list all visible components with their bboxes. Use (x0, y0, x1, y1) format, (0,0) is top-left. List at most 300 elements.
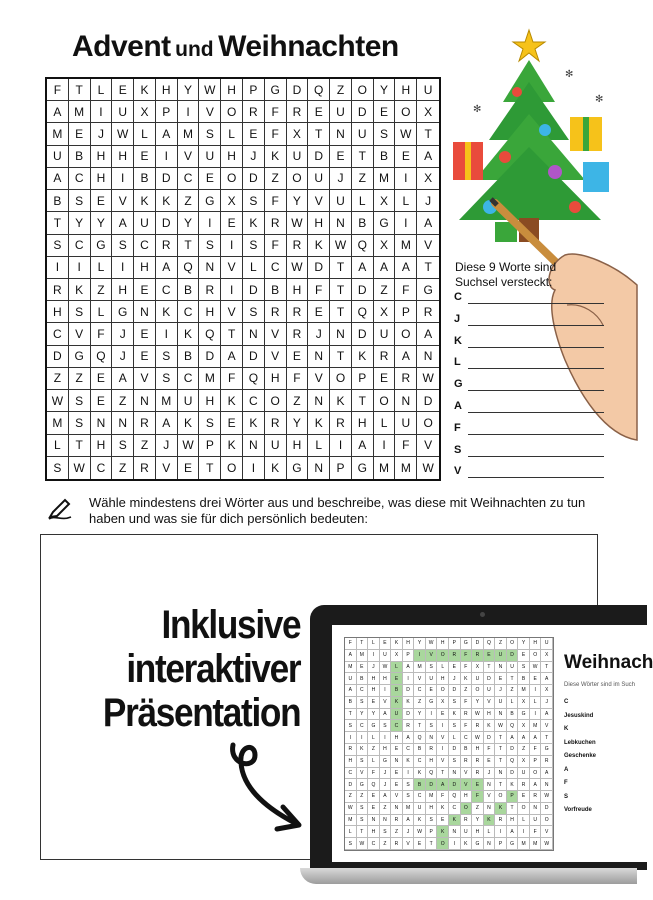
mini-grid-cell: L (437, 662, 449, 674)
mini-grid-cell: C (414, 685, 426, 697)
grid-cell: O (417, 412, 439, 434)
mini-grid-cell: N (449, 768, 461, 780)
grid-cell: J (112, 323, 134, 345)
grid-cell: O (395, 101, 417, 123)
grid-cell: T (330, 301, 352, 323)
mini-grid-cell: T (437, 768, 449, 780)
mini-grid-cell: T (414, 720, 426, 732)
grid-cell: F (395, 279, 417, 301)
grid-cell: C (265, 257, 287, 279)
grid-cell: S (112, 235, 134, 257)
mini-grid-cell: A (380, 791, 392, 803)
mini-grid-cell: B (391, 685, 403, 697)
mini-grid-cell: S (380, 720, 392, 732)
mini-grid-cell: M (345, 662, 357, 674)
answer-line[interactable] (454, 356, 604, 378)
answer-letter: F (454, 421, 461, 434)
mini-grid-cell: Y (368, 709, 380, 721)
mini-grid-cell: K (484, 815, 496, 827)
grid-cell: Z (374, 279, 396, 301)
mini-grid-cell: O (495, 791, 507, 803)
grid-cell: S (199, 235, 221, 257)
mini-grid-cell: Q (449, 791, 461, 803)
grid-cell: R (287, 235, 309, 257)
grid-cell: A (47, 101, 69, 123)
mini-grid-cell: E (530, 673, 542, 685)
grid-cell: E (178, 457, 200, 479)
grid-cell: C (47, 323, 69, 345)
grid-cell: S (156, 346, 178, 368)
mini-grid-cell: G (426, 697, 438, 709)
grid-cell: W (287, 257, 309, 279)
mini-grid-cell: U (518, 768, 530, 780)
mini-grid-cell: A (403, 815, 415, 827)
mini-grid-cell: V (437, 756, 449, 768)
grid-cell: D (287, 79, 309, 101)
mini-grid-cell: G (507, 838, 519, 850)
answer-letter: J (454, 312, 461, 325)
mini-grid-cell: I (380, 732, 392, 744)
grid-cell: F (265, 123, 287, 145)
grid-cell: H (199, 301, 221, 323)
answer-letter: L (454, 356, 461, 369)
promo-line-2: interaktiver (126, 647, 301, 691)
grid-cell: U (308, 168, 330, 190)
mini-grid-cell: D (507, 650, 519, 662)
answer-letter: K (454, 334, 462, 347)
grid-cell: O (330, 368, 352, 390)
grid-cell: U (134, 212, 156, 234)
mini-grid-cell: N (368, 815, 380, 827)
mini-grid-cell: F (437, 791, 449, 803)
grid-cell: T (221, 323, 243, 345)
grid-cell: A (112, 368, 134, 390)
grid-cell: K (221, 435, 243, 457)
presentation-word: S (564, 793, 569, 800)
mini-grid-cell: G (357, 779, 369, 791)
grid-cell: I (156, 146, 178, 168)
grid-cell: K (178, 412, 200, 434)
grid-cell: V (178, 146, 200, 168)
mini-grid-cell: J (380, 768, 392, 780)
answer-underline (468, 368, 604, 369)
mini-grid-cell: F (472, 791, 484, 803)
mini-grid-cell: H (426, 756, 438, 768)
mini-grid-cell: W (357, 838, 369, 850)
grid-cell: R (374, 346, 396, 368)
mini-grid-cell: U (426, 673, 438, 685)
mini-grid-cell: X (541, 650, 553, 662)
mini-grid-cell: W (426, 638, 438, 650)
mini-grid-cell: K (391, 638, 403, 650)
grid-cell: K (69, 279, 91, 301)
mini-grid-cell: E (449, 662, 461, 674)
mini-grid-cell: B (345, 697, 357, 709)
mini-grid-cell: Q (414, 732, 426, 744)
grid-cell: C (178, 168, 200, 190)
grid-cell: L (352, 190, 374, 212)
mini-grid-cell: S (426, 815, 438, 827)
mini-grid-cell: I (403, 768, 415, 780)
mini-grid-cell: H (368, 685, 380, 697)
answer-line[interactable] (454, 422, 604, 444)
grid-cell: E (221, 212, 243, 234)
grid-cell: K (134, 190, 156, 212)
laptop-screen (332, 625, 653, 862)
grid-cell: W (178, 435, 200, 457)
webcam-icon (480, 612, 485, 617)
mini-grid-cell: K (391, 697, 403, 709)
mini-grid-cell: D (541, 803, 553, 815)
answer-line[interactable] (454, 313, 604, 335)
answer-line[interactable] (454, 444, 604, 466)
mini-grid-cell: M (426, 791, 438, 803)
mini-grid-cell: M (357, 650, 369, 662)
grid-cell: J (156, 435, 178, 457)
laptop-base (300, 868, 637, 884)
mini-grid-cell: O (472, 685, 484, 697)
answer-underline (468, 325, 604, 326)
grid-cell: R (395, 368, 417, 390)
mini-grid-cell: I (403, 673, 415, 685)
grid-cell: A (156, 412, 178, 434)
mini-grid-cell: D (403, 709, 415, 721)
mini-grid-cell: E (380, 638, 392, 650)
mini-grid-cell: I (437, 744, 449, 756)
grid-cell: Z (178, 190, 200, 212)
grid-cell: I (91, 101, 113, 123)
mini-grid-cell: B (461, 744, 473, 756)
mini-grid-cell: Y (357, 709, 369, 721)
grid-cell: S (69, 190, 91, 212)
mini-grid-cell: L (368, 638, 380, 650)
mini-grid-cell: L (368, 732, 380, 744)
grid-cell: B (178, 279, 200, 301)
grid-cell: H (112, 279, 134, 301)
mini-grid-cell: R (426, 744, 438, 756)
mini-grid-cell: J (449, 673, 461, 685)
mini-grid-cell: J (484, 768, 496, 780)
grid-cell: R (265, 412, 287, 434)
grid-cell: H (221, 79, 243, 101)
grid-cell: W (112, 123, 134, 145)
grid-cell: C (69, 168, 91, 190)
mini-grid-cell: O (437, 650, 449, 662)
grid-cell: E (374, 101, 396, 123)
mini-grid-cell: D (426, 779, 438, 791)
grid-cell: I (112, 168, 134, 190)
grid-cell: B (69, 146, 91, 168)
answer-line[interactable] (454, 291, 604, 313)
mini-grid-cell: N (495, 709, 507, 721)
presentation-word: C (564, 699, 569, 705)
mini-grid-cell: O (461, 803, 473, 815)
mini-grid-cell: K (357, 744, 369, 756)
mini-grid-cell: V (380, 697, 392, 709)
grid-cell: I (178, 101, 200, 123)
mini-grid-cell: M (518, 685, 530, 697)
mini-grid-cell: B (357, 673, 369, 685)
grid-cell: A (417, 323, 439, 345)
mini-grid-cell: S (380, 826, 392, 838)
grid-cell: M (156, 390, 178, 412)
writing-instruction: Wähle mindestens drei Wörter aus und beschreibe, was diese mit Weihnachten zu tun haben und was sie für dich persönlich bedeuten: (89, 495, 586, 526)
mini-grid-cell: U (345, 673, 357, 685)
mini-grid-cell: S (449, 697, 461, 709)
mini-grid-cell: E (484, 756, 496, 768)
grid-cell: U (330, 190, 352, 212)
grid-cell: D (156, 212, 178, 234)
grid-cell: S (47, 235, 69, 257)
grid-cell: T (417, 123, 439, 145)
grid-cell: R (265, 212, 287, 234)
mini-grid-cell: V (541, 826, 553, 838)
mini-grid-cell: W (495, 720, 507, 732)
grid-cell: L (91, 257, 113, 279)
grid-cell: C (91, 457, 113, 479)
grid-cell: N (330, 123, 352, 145)
grid-cell: I (395, 168, 417, 190)
presentation-word: Vorfreude (564, 807, 592, 813)
mini-grid-cell: O (507, 638, 519, 650)
grid-cell: I (199, 212, 221, 234)
grid-cell: A (352, 257, 374, 279)
grid-cell: T (330, 346, 352, 368)
mini-grid-cell: I (357, 732, 369, 744)
mini-grid-cell: P (403, 650, 415, 662)
grid-cell: L (91, 79, 113, 101)
mini-grid-cell: G (380, 756, 392, 768)
grid-cell: D (352, 323, 374, 345)
grid-cell: C (178, 368, 200, 390)
grid-cell: U (265, 435, 287, 457)
mini-grid-cell: N (391, 756, 403, 768)
mini-grid-cell: S (357, 756, 369, 768)
grid-cell: T (178, 235, 200, 257)
mini-grid-cell: A (530, 779, 542, 791)
mini-grid-cell: U (391, 709, 403, 721)
mini-grid-cell: N (541, 779, 553, 791)
presentation-title: Weihnach (564, 652, 653, 673)
grid-cell: B (47, 190, 69, 212)
mini-grid-cell: U (472, 673, 484, 685)
mini-grid-cell: V (461, 768, 473, 780)
grid-cell: R (265, 301, 287, 323)
mini-grid-cell: U (414, 803, 426, 815)
answer-underline (468, 303, 604, 304)
grid-cell: L (134, 123, 156, 145)
grid-cell: U (330, 101, 352, 123)
mini-grid-cell: K (437, 803, 449, 815)
mini-grid-cell: E (495, 673, 507, 685)
mini-grid-cell: N (484, 803, 496, 815)
mini-grid-cell: N (495, 662, 507, 674)
grid-cell: M (199, 368, 221, 390)
mini-grid-cell: D (507, 768, 519, 780)
grid-cell: G (287, 457, 309, 479)
mini-grid-cell: T (426, 838, 438, 850)
mini-grid-cell: F (461, 720, 473, 732)
grid-cell: P (156, 101, 178, 123)
grid-cell: N (199, 257, 221, 279)
grid-cell: Q (199, 323, 221, 345)
answer-line[interactable] (454, 378, 604, 400)
grid-cell: I (156, 323, 178, 345)
mini-grid-cell: R (391, 838, 403, 850)
grid-cell: L (243, 257, 265, 279)
grid-cell: X (417, 101, 439, 123)
grid-cell: A (417, 212, 439, 234)
grid-cell: R (134, 412, 156, 434)
mini-grid-cell: I (380, 685, 392, 697)
grid-cell: M (374, 168, 396, 190)
mini-grid-cell: L (484, 826, 496, 838)
mini-grid-cell: T (495, 732, 507, 744)
grid-cell: I (395, 212, 417, 234)
grid-cell: I (330, 435, 352, 457)
mini-grid-cell: Z (461, 685, 473, 697)
mini-grid-cell: U (541, 638, 553, 650)
presentation-word: Lebkuchen (564, 739, 596, 746)
grid-cell: Z (47, 368, 69, 390)
grid-cell: F (265, 101, 287, 123)
mini-grid-cell: J (380, 779, 392, 791)
grid-cell: H (221, 146, 243, 168)
mini-grid-cell: E (437, 709, 449, 721)
mini-grid-cell: A (507, 826, 519, 838)
grid-cell: U (287, 146, 309, 168)
grid-cell: T (47, 212, 69, 234)
grid-cell: A (156, 257, 178, 279)
grid-cell: J (91, 123, 113, 145)
grid-cell: V (156, 457, 178, 479)
mini-grid-cell: T (495, 744, 507, 756)
mini-grid-cell: Y (472, 815, 484, 827)
grid-cell: S (47, 457, 69, 479)
grid-cell: G (417, 279, 439, 301)
grid-cell: H (47, 301, 69, 323)
mini-grid-cell: R (391, 815, 403, 827)
grid-cell: C (243, 390, 265, 412)
grid-cell: U (178, 390, 200, 412)
grid-cell: D (243, 168, 265, 190)
answer-underline (468, 477, 604, 478)
grid-cell: F (308, 279, 330, 301)
grid-cell: Q (91, 346, 113, 368)
promo-text (103, 603, 300, 735)
mini-grid-cell: V (437, 732, 449, 744)
mini-grid-cell: E (368, 803, 380, 815)
grid-cell: L (308, 435, 330, 457)
mini-grid-cell: T (484, 662, 496, 674)
grid-cell: N (417, 346, 439, 368)
mini-grid-cell: E (472, 779, 484, 791)
grid-cell: D (243, 279, 265, 301)
mini-grid-cell: V (484, 697, 496, 709)
mini-grid-cell: V (426, 650, 438, 662)
mini-grid-cell: H (461, 791, 473, 803)
mini-grid-cell: H (368, 673, 380, 685)
grid-cell: K (308, 235, 330, 257)
answer-line[interactable] (454, 400, 604, 422)
grid-cell: X (287, 123, 309, 145)
mini-grid-cell: Z (518, 744, 530, 756)
grid-cell: K (156, 190, 178, 212)
mini-grid-cell: C (403, 744, 415, 756)
grid-cell: F (287, 368, 309, 390)
grid-cell: H (91, 146, 113, 168)
mini-grid-cell: R (461, 756, 473, 768)
mini-grid-cell: H (391, 732, 403, 744)
laptop-lid (310, 605, 653, 870)
mini-grid-cell: M (345, 815, 357, 827)
promo-line-3: Präsentation (102, 691, 300, 735)
mini-grid-cell: H (472, 826, 484, 838)
grid-cell: T (308, 123, 330, 145)
grid-cell: H (308, 212, 330, 234)
grid-cell: D (308, 146, 330, 168)
grid-cell: C (178, 301, 200, 323)
mini-grid-cell: W (530, 662, 542, 674)
mini-grid-cell: A (403, 662, 415, 674)
grid-cell: V (221, 257, 243, 279)
mini-grid-cell: S (518, 662, 530, 674)
mini-grid-cell: Q (507, 756, 519, 768)
mini-grid-cell: D (403, 685, 415, 697)
mini-grid-cell: E (518, 791, 530, 803)
answer-underline (468, 390, 604, 391)
grid-cell: V (69, 323, 91, 345)
grid-cell: M (178, 123, 200, 145)
mini-grid-cell: J (495, 685, 507, 697)
grid-cell: Q (243, 368, 265, 390)
mini-grid-cell: U (530, 815, 542, 827)
grid-cell: N (91, 412, 113, 434)
answer-underline (468, 412, 604, 413)
mini-grid-cell: U (495, 697, 507, 709)
grid-cell: R (47, 279, 69, 301)
mini-grid-cell: C (357, 720, 369, 732)
mini-grid-cell: G (368, 720, 380, 732)
answer-line[interactable] (454, 465, 604, 487)
grid-cell: S (243, 190, 265, 212)
mini-grid-cell: S (357, 815, 369, 827)
mini-grid-cell: L (518, 815, 530, 827)
pencil-writing-icon (47, 497, 73, 521)
grid-cell: H (134, 257, 156, 279)
mini-grid-cell: O (437, 838, 449, 850)
grid-cell: Q (352, 301, 374, 323)
answer-line[interactable] (454, 335, 604, 357)
grid-cell: H (156, 79, 178, 101)
grid-cell: N (112, 412, 134, 434)
grid-cell: P (199, 435, 221, 457)
mini-grid-cell: S (426, 662, 438, 674)
grid-cell: W (417, 368, 439, 390)
mini-grid-cell: C (368, 838, 380, 850)
grid-cell: E (287, 346, 309, 368)
mini-grid-cell: E (414, 838, 426, 850)
mini-grid-cell: I (426, 709, 438, 721)
mini-grid-cell: K (461, 673, 473, 685)
grid-cell: K (134, 79, 156, 101)
mini-grid-cell: S (403, 791, 415, 803)
grid-cell: V (417, 435, 439, 457)
mini-grid-cell: R (472, 768, 484, 780)
grid-cell: O (374, 390, 396, 412)
mini-grid-cell: A (530, 732, 542, 744)
mini-grid-cell: G (541, 744, 553, 756)
